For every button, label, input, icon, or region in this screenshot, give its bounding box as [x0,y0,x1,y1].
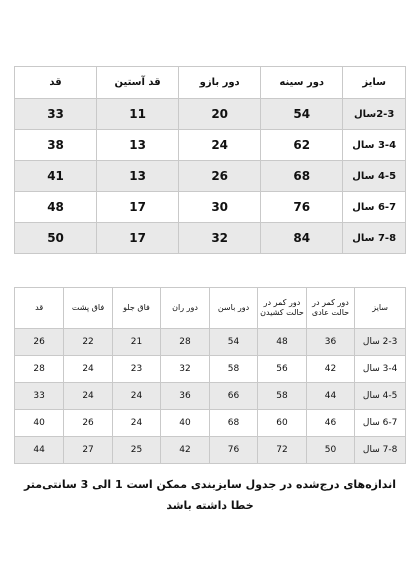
cell-value: 84 [261,223,343,254]
cell-value: 44 [306,383,354,410]
header-back-rise: فاق پشت [64,288,112,329]
cell-value: 21 [112,329,160,356]
cell-value: 23 [112,356,160,383]
cell-value: 58 [258,383,306,410]
note-line-2: خطا داشته باشد [166,499,254,512]
cell-size: 3-4 سال [355,356,406,383]
cell-value: 56 [258,356,306,383]
cell-value: 38 [15,130,97,161]
cell-value: 54 [261,99,343,130]
header-length: قد [15,288,64,329]
cell-size: 2-3سال [343,99,406,130]
cell-size: 2-3 سال [355,329,406,356]
cell-value: 28 [161,329,209,356]
cell-value: 13 [97,161,179,192]
cell-value: 24 [112,410,160,437]
table-row [15,383,406,410]
cell-size: 7-8 سال [343,223,406,254]
cell-value: 33 [15,383,64,410]
cell-value: 20 [179,99,261,130]
cell-value: 48 [15,192,97,223]
header-thigh: دور ران [161,288,209,329]
cell-value: 40 [161,410,209,437]
header-chest: دور سینه [261,67,343,99]
cell-value: 76 [209,437,257,464]
header-front-rise: فاق جلو [112,288,160,329]
cell-value: 13 [97,130,179,161]
note-line-1: اندازه‌های درج‌شده در جدول سایزبندی ممکن است 1 الی 3 سانتی‌متر [23,478,397,491]
cell-value: 48 [258,329,306,356]
table-row [15,99,406,130]
size-table-bottom [14,287,406,464]
cell-size: 3-4 سال [343,130,406,161]
header-waist-stretched: دور کمر در حالت کشیدن [258,288,306,329]
header-sleeve-length: قد آستین [97,67,179,99]
cell-value: 50 [306,437,354,464]
cell-value: 72 [258,437,306,464]
cell-value: 11 [97,99,179,130]
cell-value: 42 [161,437,209,464]
cell-value: 24 [64,356,112,383]
cell-value: 24 [112,383,160,410]
cell-value: 46 [306,410,354,437]
cell-size: 6-7 سال [355,410,406,437]
cell-value: 27 [64,437,112,464]
table-header-row [15,67,406,99]
cell-value: 44 [15,437,64,464]
cell-value: 36 [306,329,354,356]
cell-value: 28 [15,356,64,383]
cell-value: 54 [209,329,257,356]
cell-value: 76 [261,192,343,223]
cell-value: 26 [15,329,64,356]
header-size: سایز [343,67,406,99]
table-row [15,437,406,464]
table-row [15,356,406,383]
cell-value: 17 [97,192,179,223]
table-header-row [15,288,406,329]
measurement-note [20,474,400,516]
header-size: سایز [355,288,406,329]
table-row [15,192,406,223]
cell-size: 6-7 سال [343,192,406,223]
cell-value: 62 [261,130,343,161]
cell-value: 33 [15,99,97,130]
cell-value: 66 [209,383,257,410]
cell-value: 26 [64,410,112,437]
cell-size: 4-5 سال [355,383,406,410]
cell-value: 58 [209,356,257,383]
cell-value: 60 [258,410,306,437]
table-row [15,223,406,254]
header-hip: دور باسن [209,288,257,329]
cell-value: 68 [261,161,343,192]
cell-value: 25 [112,437,160,464]
header-arm: دور بازو [179,67,261,99]
cell-value: 40 [15,410,64,437]
cell-value: 24 [179,130,261,161]
cell-value: 17 [97,223,179,254]
cell-value: 32 [161,356,209,383]
header-waist-normal: دور کمر در حالت عادی [306,288,354,329]
table-row [15,161,406,192]
cell-value: 42 [306,356,354,383]
table-row [15,130,406,161]
cell-size: 4-5 سال [343,161,406,192]
table-row [15,329,406,356]
cell-value: 50 [15,223,97,254]
size-table-top [14,66,406,254]
header-length: قد [15,67,97,99]
cell-value: 24 [64,383,112,410]
cell-value: 30 [179,192,261,223]
cell-value: 68 [209,410,257,437]
table-row [15,410,406,437]
cell-value: 26 [179,161,261,192]
cell-size: 7-8 سال [355,437,406,464]
cell-value: 41 [15,161,97,192]
cell-value: 32 [179,223,261,254]
cell-value: 22 [64,329,112,356]
cell-value: 36 [161,383,209,410]
